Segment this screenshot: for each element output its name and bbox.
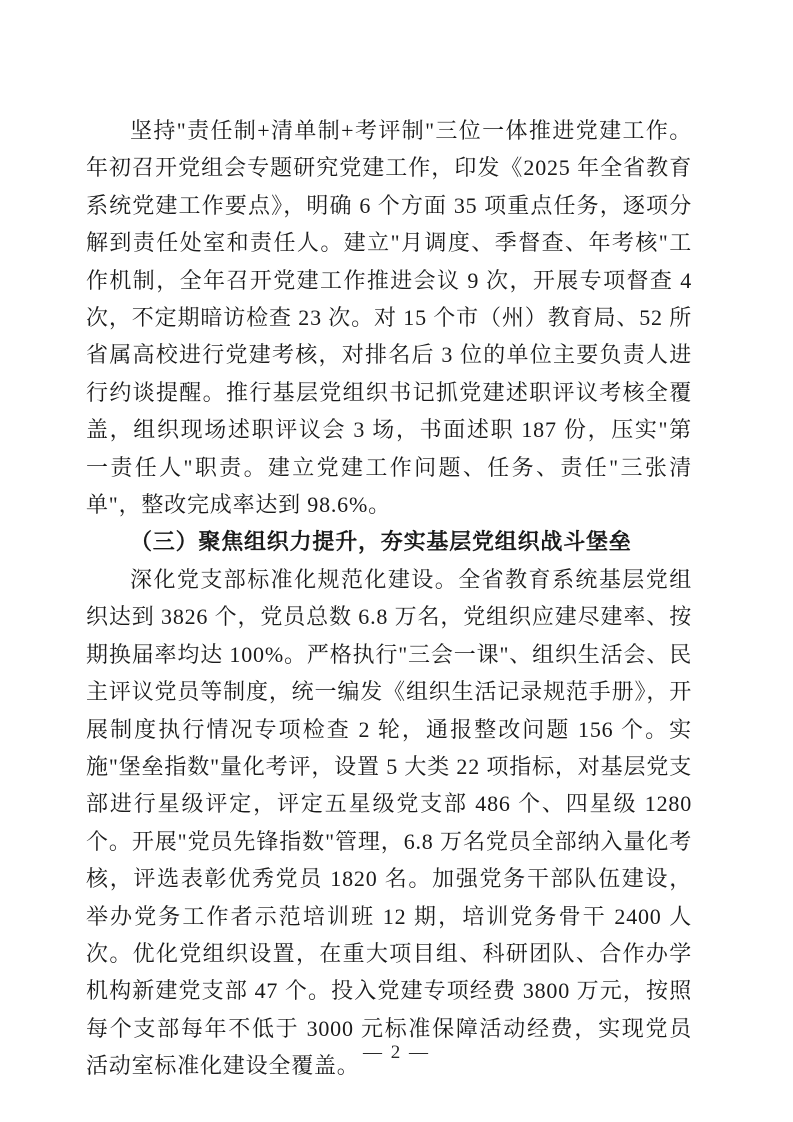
section-heading-three: （三）聚焦组织力提升，夯实基层党组织战斗堡垒 [130,529,632,555]
page-number: — 2 — [363,1042,430,1063]
document-body [86,112,692,1085]
paragraph-branch-standardization: 深化党支部标准化规范化建设。全省教育系统基层党组织达到 3826 个，党员总数 6.8 万名，党组织应建尽建率、按期换届率均达 100%。严格执行"三会一课"、组织生活会、民主评议党员等制度，统一编发《组织生活记录规范手册》，开展制度执行情况专项检查 2 轮，通报整改问题 156 个。实施"堡垒指数"量化考评，设置 5 大类 22 项指标，对基层党支部进行星级评定，评定五星级党支部 486 个、四星级 1280 个。开展"党员先锋指数"管理，6.8 万名党员全部纳入量化考核，评选表彰优秀党员 1820 名。加强党务干部队伍建设，举办党务工作者示范培训班 12 期，培训党务骨干 2400 人次。优化党组织设置，在重大项目组、科研团队、合作办学机构新建党支部 47 个。投入党建专项经费 3800 万元，按照每个支部每年不低于 3000 元标准保障活动经费，实现党员活动室标准化建设全覆盖。 [86,566,692,1079]
paragraph-party-building-mechanism: 坚持"责任制+清单制+考评制"三位一体推进党建工作。年初召开党组会专题研究党建工作，印发《2025 年全省教育系统党建工作要点》，明确 6 个方面 35 项重点任务，逐项分解到责任处室和责任人。建立"月调度、季督查、年考核"工作机制，全年召开党建工作推进会议 9 次，开展专项督查 4 次，不定期暗访检查 23 次。对 15 个市（州）教育局、52 所省属高校进行党建考核，对排名后 3 位的单位主要负责人进行约谈提醒。推行基层党组织书记抓党建述职评议考核全覆盖，组织现场述职评议会 3 场，书面述职 187 份，压实"第一责任人"职责。建立党建工作问题、任务、责任"三张清单"，整改完成率达到 98.6%。 [86,118,692,518]
